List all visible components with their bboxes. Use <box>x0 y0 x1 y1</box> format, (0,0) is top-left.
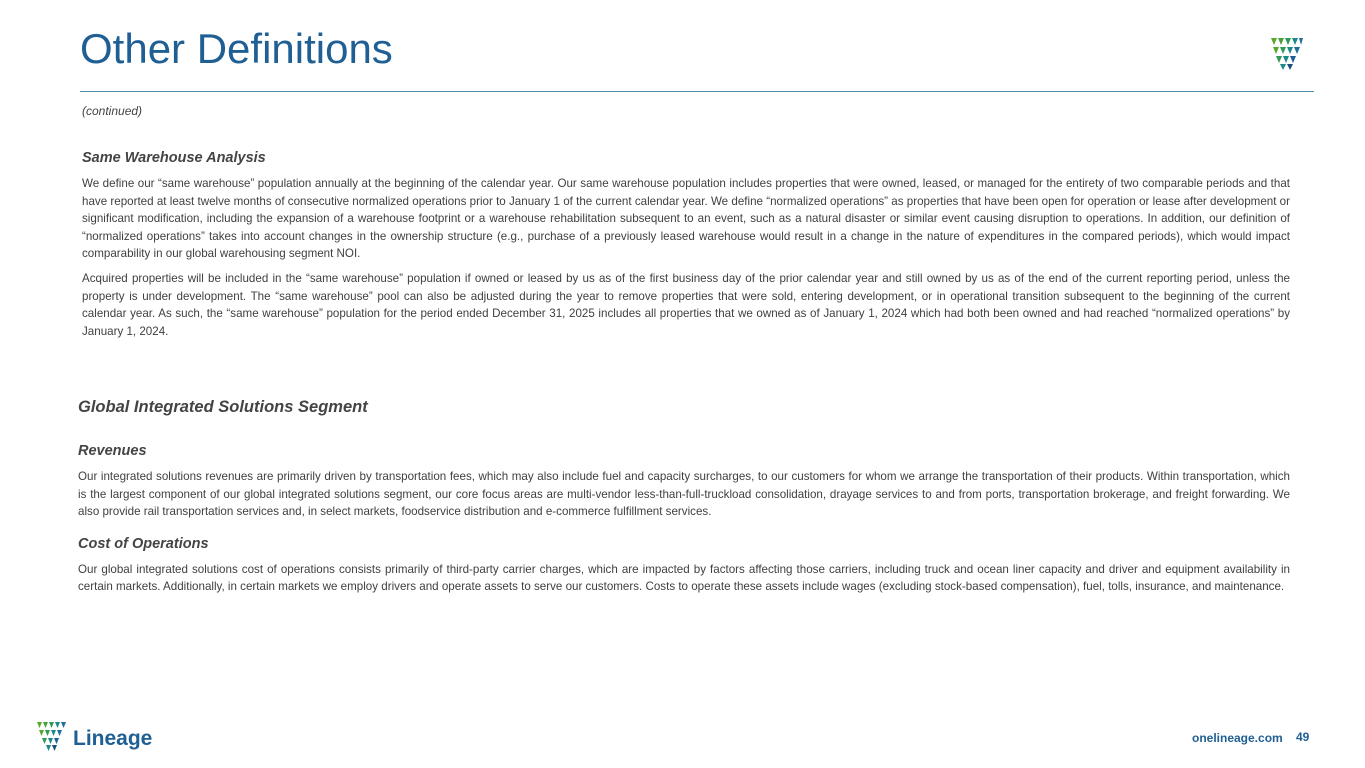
same-warehouse-heading: Same Warehouse Analysis <box>82 150 266 166</box>
revenues-heading: Revenues <box>78 443 147 459</box>
global-integrated-section <box>78 398 1290 596</box>
footer-website-link[interactable]: onelineage.com <box>1192 731 1283 745</box>
cost-of-operations-paragraph: Our global integrated solutions cost of operations consists primarily of third-party carrier charges, which are impacted by factors affecting those carriers, including truck and ocean liner capacity and driver and equipment availability in certain markets. Additionally, in certain markets we employ drivers and operate assets to serve our customers. Costs to operate these assets include wages (excluding stock-based compensation), fuel, tolls, insurance, and maintenance. <box>78 562 1290 594</box>
page-number: 49 <box>1296 730 1310 744</box>
same-warehouse-paragraph-2: Acquired properties will be included in the “same warehouse” population if owned or leased by us as of the first business day of the prior calendar year and still owned by us as of the end of the current reporting period, unless the property is under development. The “same warehouse” pool can also be adjusted during the year to remove properties that were sold, entering development, or in operational transition subsequent to the beginning of the current calendar year. As such, the “same warehouse” population for the period ended December 31, 2025 includes all properties that we owned as of January 1, 2024 which had both been owned and had reached “normalized operations” by January 1, 2024. <box>82 271 1290 338</box>
revenues-paragraph: Our integrated solutions revenues are primarily driven by transportation fees, which may also include fuel and capacity surcharges, to our customers for whom we arrange the transportation of their products. Within transportation, which is the largest component of our global integrated solutions segment, our core focus areas are multi-vendor less-than-full-truckload consolidation, drayage services to and from ports, transportation brokerage, and freight forwarding. We also provide rail transportation services and, in select markets, foodservice distribution and e-commerce fulfillment services. <box>78 470 1290 519</box>
cost-of-operations-heading: Cost of Operations <box>78 535 209 552</box>
lineage-mark-icon <box>37 722 66 751</box>
lineage-wordmark: Lineage <box>73 727 153 750</box>
title-divider <box>80 91 1314 92</box>
page-title: Other Definitions <box>80 25 393 72</box>
lineage-logo-icon <box>1270 36 1304 72</box>
continued-label: (continued) <box>82 104 143 118</box>
global-integrated-heading: Global Integrated Solutions Segment <box>78 398 368 416</box>
same-warehouse-paragraph-1: We define our “same warehouse” population annually at the beginning of the calendar year. Our same warehouse population includes properties that were owned, leased, or managed for the entirety of two comparable periods and that have reported at least twelve months of consecutive normalized operations prior to January 1 of the current calendar year. We define “normalized operations” as properties that have been open for operation or lease after development or significant modification, including the expansion of a warehouse footprint or a warehouse rehabilitation subsequent to an event, such as a natural disaster or similar event causing disruption to operations. In addition, our definition of “normalized operations” takes into account changes in the ownership structure (e.g., purchase of a previously leased warehouse would result in a change in the nature of expenditures in the compared periods), which would impact comparability in our global warehousing segment NOI. <box>82 177 1290 261</box>
same-warehouse-section <box>82 150 1290 340</box>
lineage-footer-logo <box>36 720 160 752</box>
